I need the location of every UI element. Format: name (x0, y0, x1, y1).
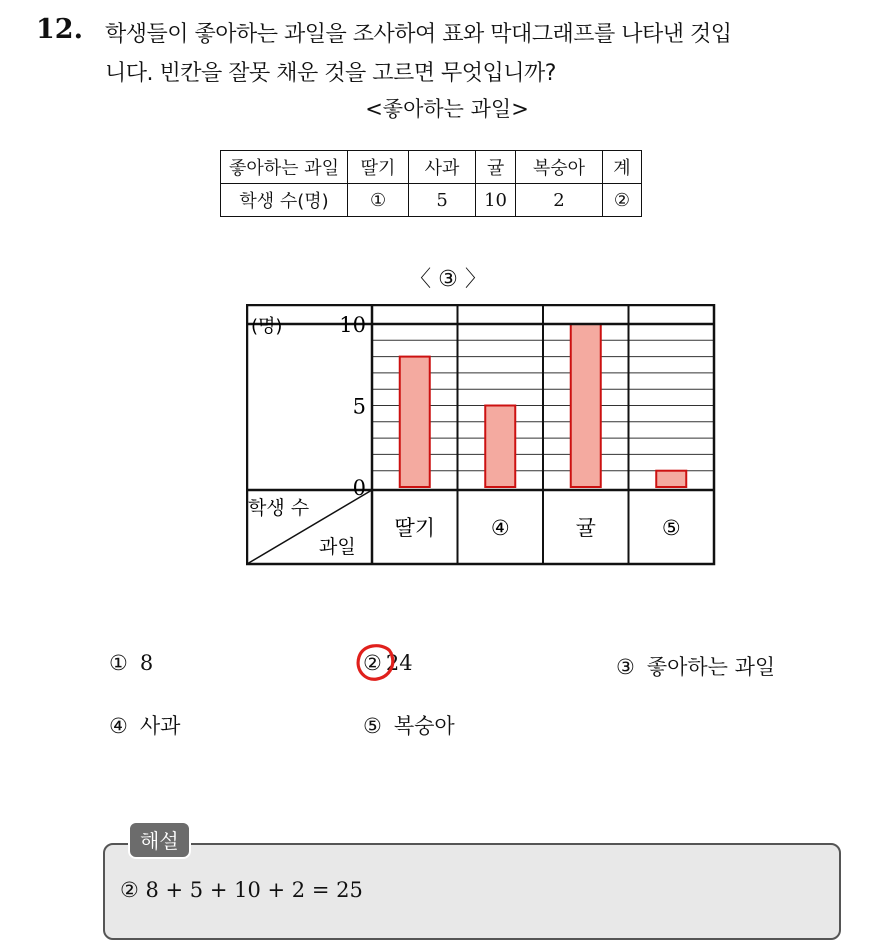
category-label: ④ (490, 516, 510, 540)
chart-ylabel: 학생 수 (248, 497, 310, 519)
question-text-line1: 학생들이 좋아하는 과일을 조사하여 표와 막대그래프를 나타낸 것입 (105, 22, 732, 47)
option-text: 좋아하는 과일 (646, 655, 776, 679)
bar-chart (246, 304, 716, 566)
solution-label: 해설 (128, 821, 191, 859)
chart-xlabel: 과일 (319, 536, 356, 558)
question-number: 12. (36, 14, 83, 45)
table-row-label: 학생 수(명) (221, 184, 348, 217)
table-header-row (221, 151, 642, 184)
option-mark: ④ (109, 714, 128, 738)
option-mark: ① (109, 651, 128, 675)
table-caption: <좋아하는 과일> (365, 97, 529, 121)
table-cell: 5 (409, 184, 476, 217)
table-header-cell: 사과 (409, 151, 476, 184)
question-text-line2: 니다. 빈칸을 잘못 채운 것을 고르면 무엇입니까? (105, 61, 556, 86)
table-header-cell: 계 (602, 151, 641, 184)
solution-text: ② 8 + 5 + 10 + 2 = 25 (120, 878, 363, 902)
option-text: 8 (139, 651, 154, 675)
y-tick-label: 0 (352, 476, 366, 500)
table-cell: ① (348, 184, 409, 217)
table-cell: 10 (476, 184, 516, 217)
option-3[interactable] (616, 651, 775, 681)
table-header-label: 좋아하는 과일 (221, 151, 348, 184)
table-header-cell: 귤 (476, 151, 516, 184)
option-4[interactable] (109, 710, 180, 740)
bar-1 (400, 357, 430, 487)
category-label: 딸기 (394, 516, 436, 540)
category-label: 귤 (575, 516, 596, 540)
option-mark: ② (363, 651, 382, 675)
bar-4 (656, 471, 686, 487)
table-header-cell: 복숭아 (515, 151, 602, 184)
option-text: 복숭아 (393, 714, 455, 738)
option-1[interactable] (109, 651, 153, 675)
chart-unit-label: (명) (251, 316, 283, 337)
table-row (221, 184, 642, 217)
bar-3 (571, 324, 601, 487)
chart-frame (247, 305, 714, 564)
table-header-cell: 딸기 (348, 151, 409, 184)
option-5[interactable] (363, 710, 455, 740)
option-mark: ⑤ (363, 714, 382, 738)
graph-title: 〈 ③ 〉 (409, 267, 487, 292)
y-tick-label: 5 (352, 394, 366, 419)
option-text: 사과 (139, 714, 181, 738)
option-mark: ③ (616, 655, 635, 679)
bar-2 (485, 406, 515, 488)
fruit-table (220, 150, 642, 217)
y-tick-label: 10 (339, 313, 366, 337)
table-cell: 2 (515, 184, 602, 217)
option-text: 24 (385, 651, 413, 675)
table-cell: ② (602, 184, 641, 217)
answer-circle-mark (353, 642, 401, 684)
category-label: ⑤ (661, 516, 681, 540)
